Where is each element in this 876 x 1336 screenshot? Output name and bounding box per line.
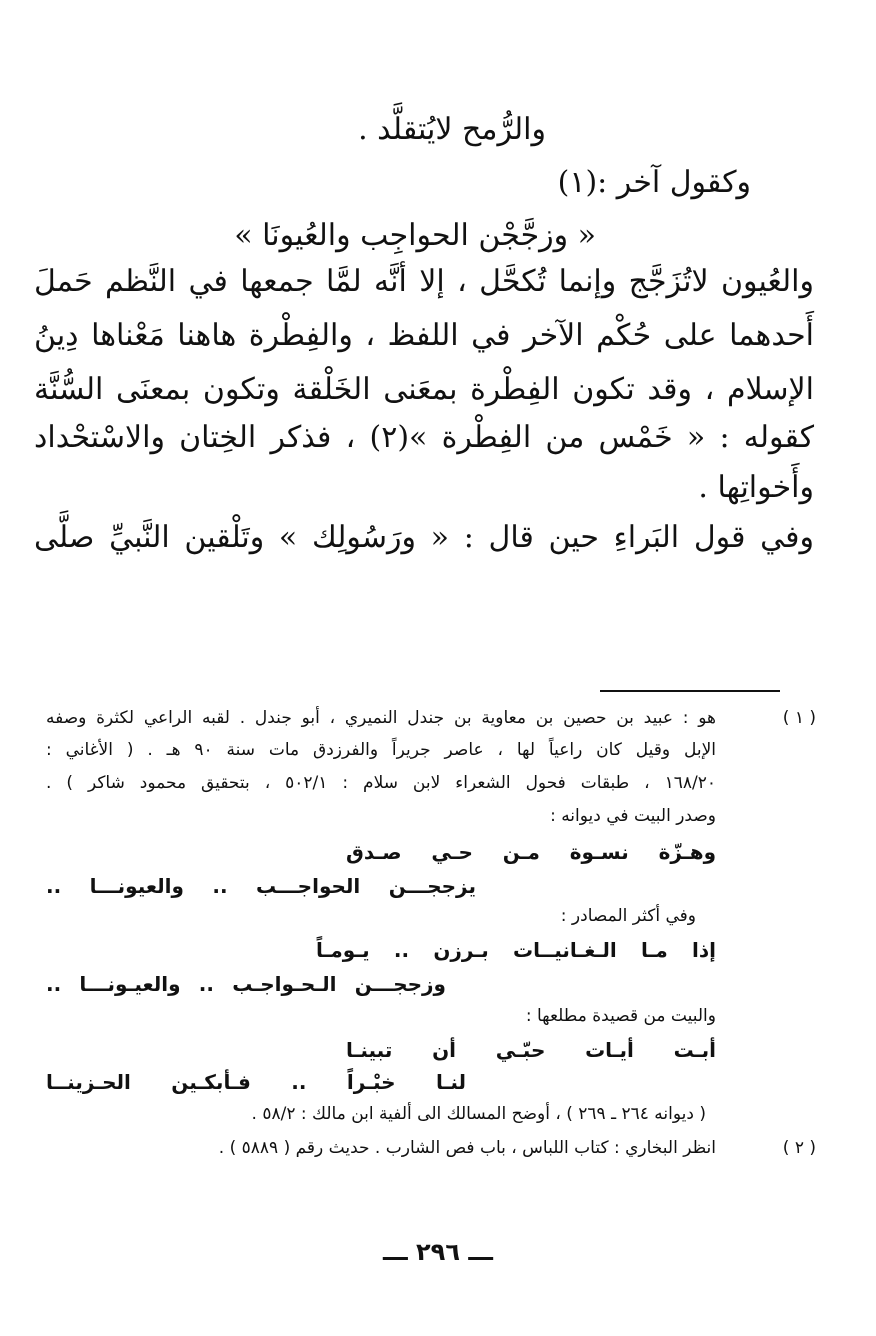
- footnote-1-line-3: ١٦٨/٢٠ ، طبقات فحول الشعراء لابن سلام : ٥٠٢/١ ، بتحقيق محمود شاكر ) .: [46, 773, 716, 793]
- verse-3-first-hemistich: أبـت أيـات حبّـي أن تبينـا: [346, 1038, 716, 1062]
- main-line-2: وكقول آخر :(١): [557, 165, 751, 200]
- main-line-5: أَحدهما على حُكْم الآخر في اللفظ ، والفِطْرة هاهنا مَعْناها دِينُ: [34, 318, 814, 353]
- footnote-1-marker: ( ١ ): [782, 708, 816, 728]
- footnote-1-end: ( ديوانه ٢٦٤ ـ ٢٦٩ ) ، أوضح المسالك الى ألفية ابن مالك : ٥٨/٢ .: [251, 1104, 706, 1124]
- main-line-8: وأَخواتِها .: [698, 470, 814, 505]
- footnote-1-line-4: وصدر البيت في ديوانه :: [550, 806, 716, 826]
- footnote-1-line-1: هو : عبيد بن حصين بن معاوية بن جندل النميري ، أبو جندل . لقبه الراعي لكثرة وصفه: [46, 708, 716, 728]
- verse-2-first-hemistich: إذا مـا الـغـانيــات بـرزن .. يـومـاً: [316, 938, 716, 962]
- footnote-1-line-2: الإبل وقيل كان راعياً لها ، عاصر جريراً والفرزدق مات سنة ٩٠ هـ . ( الأغاني :: [46, 740, 716, 760]
- footnote-1-intro-2: وفي أكثر المصادر :: [560, 906, 696, 926]
- footnote-1-intro-3: والبيت من قصيدة مطلعها :: [525, 1006, 716, 1026]
- verse-1-first-hemistich: وهـزّة نسـوة مـن حـي صـدق: [346, 840, 716, 864]
- main-line-1: والرُّمح لايُتقلَّد .: [358, 112, 546, 147]
- footnote-2-text: انظر البخاري : كتاب اللباس ، باب فص الشارب . حديث رقم ( ٥٨٨٩ ) .: [218, 1138, 716, 1158]
- main-line-3-verse: « وزجَّجْن الحواجِب والعُيونَا »: [234, 218, 596, 253]
- footnote-separator: [600, 690, 780, 692]
- main-line-7: كقوله : « خَمْس من الفِطْرة »(٢) ، فذكر الخِتان والاسْتحْداد: [34, 420, 814, 455]
- main-line-9: وفي قول البَراءِ حين قال : « ورَسُولِك » وتَلْقين النَّبيِّ صلَّى: [34, 520, 814, 555]
- verse-1-second-hemistich: يزججـــن الحواجـــب .. والعيونـــا ..: [46, 874, 476, 898]
- page-number: ـــ ٢٩٦ ـــ: [383, 1238, 493, 1266]
- main-line-4: والعُيون لاتُزَجَّج وإنما تُكحَّل ، إلا أنَّه لمَّا جمعها في النَّظم حَملَ: [34, 264, 814, 299]
- verse-2-second-hemistich: وزججـــن الـحـواجـب .. والعيـونـــا ..: [46, 972, 446, 996]
- main-line-6: الإسلام ، وقد تكون الفِطْرة بمعَنى الخَلْقة وتكون بمعنَى السُّنَّة: [34, 372, 814, 407]
- footnote-2-marker: ( ٢ ): [782, 1138, 816, 1158]
- verse-3-second-hemistich: لنـا خبْـراً .. فـأبكـين الحـزينــا: [46, 1070, 466, 1094]
